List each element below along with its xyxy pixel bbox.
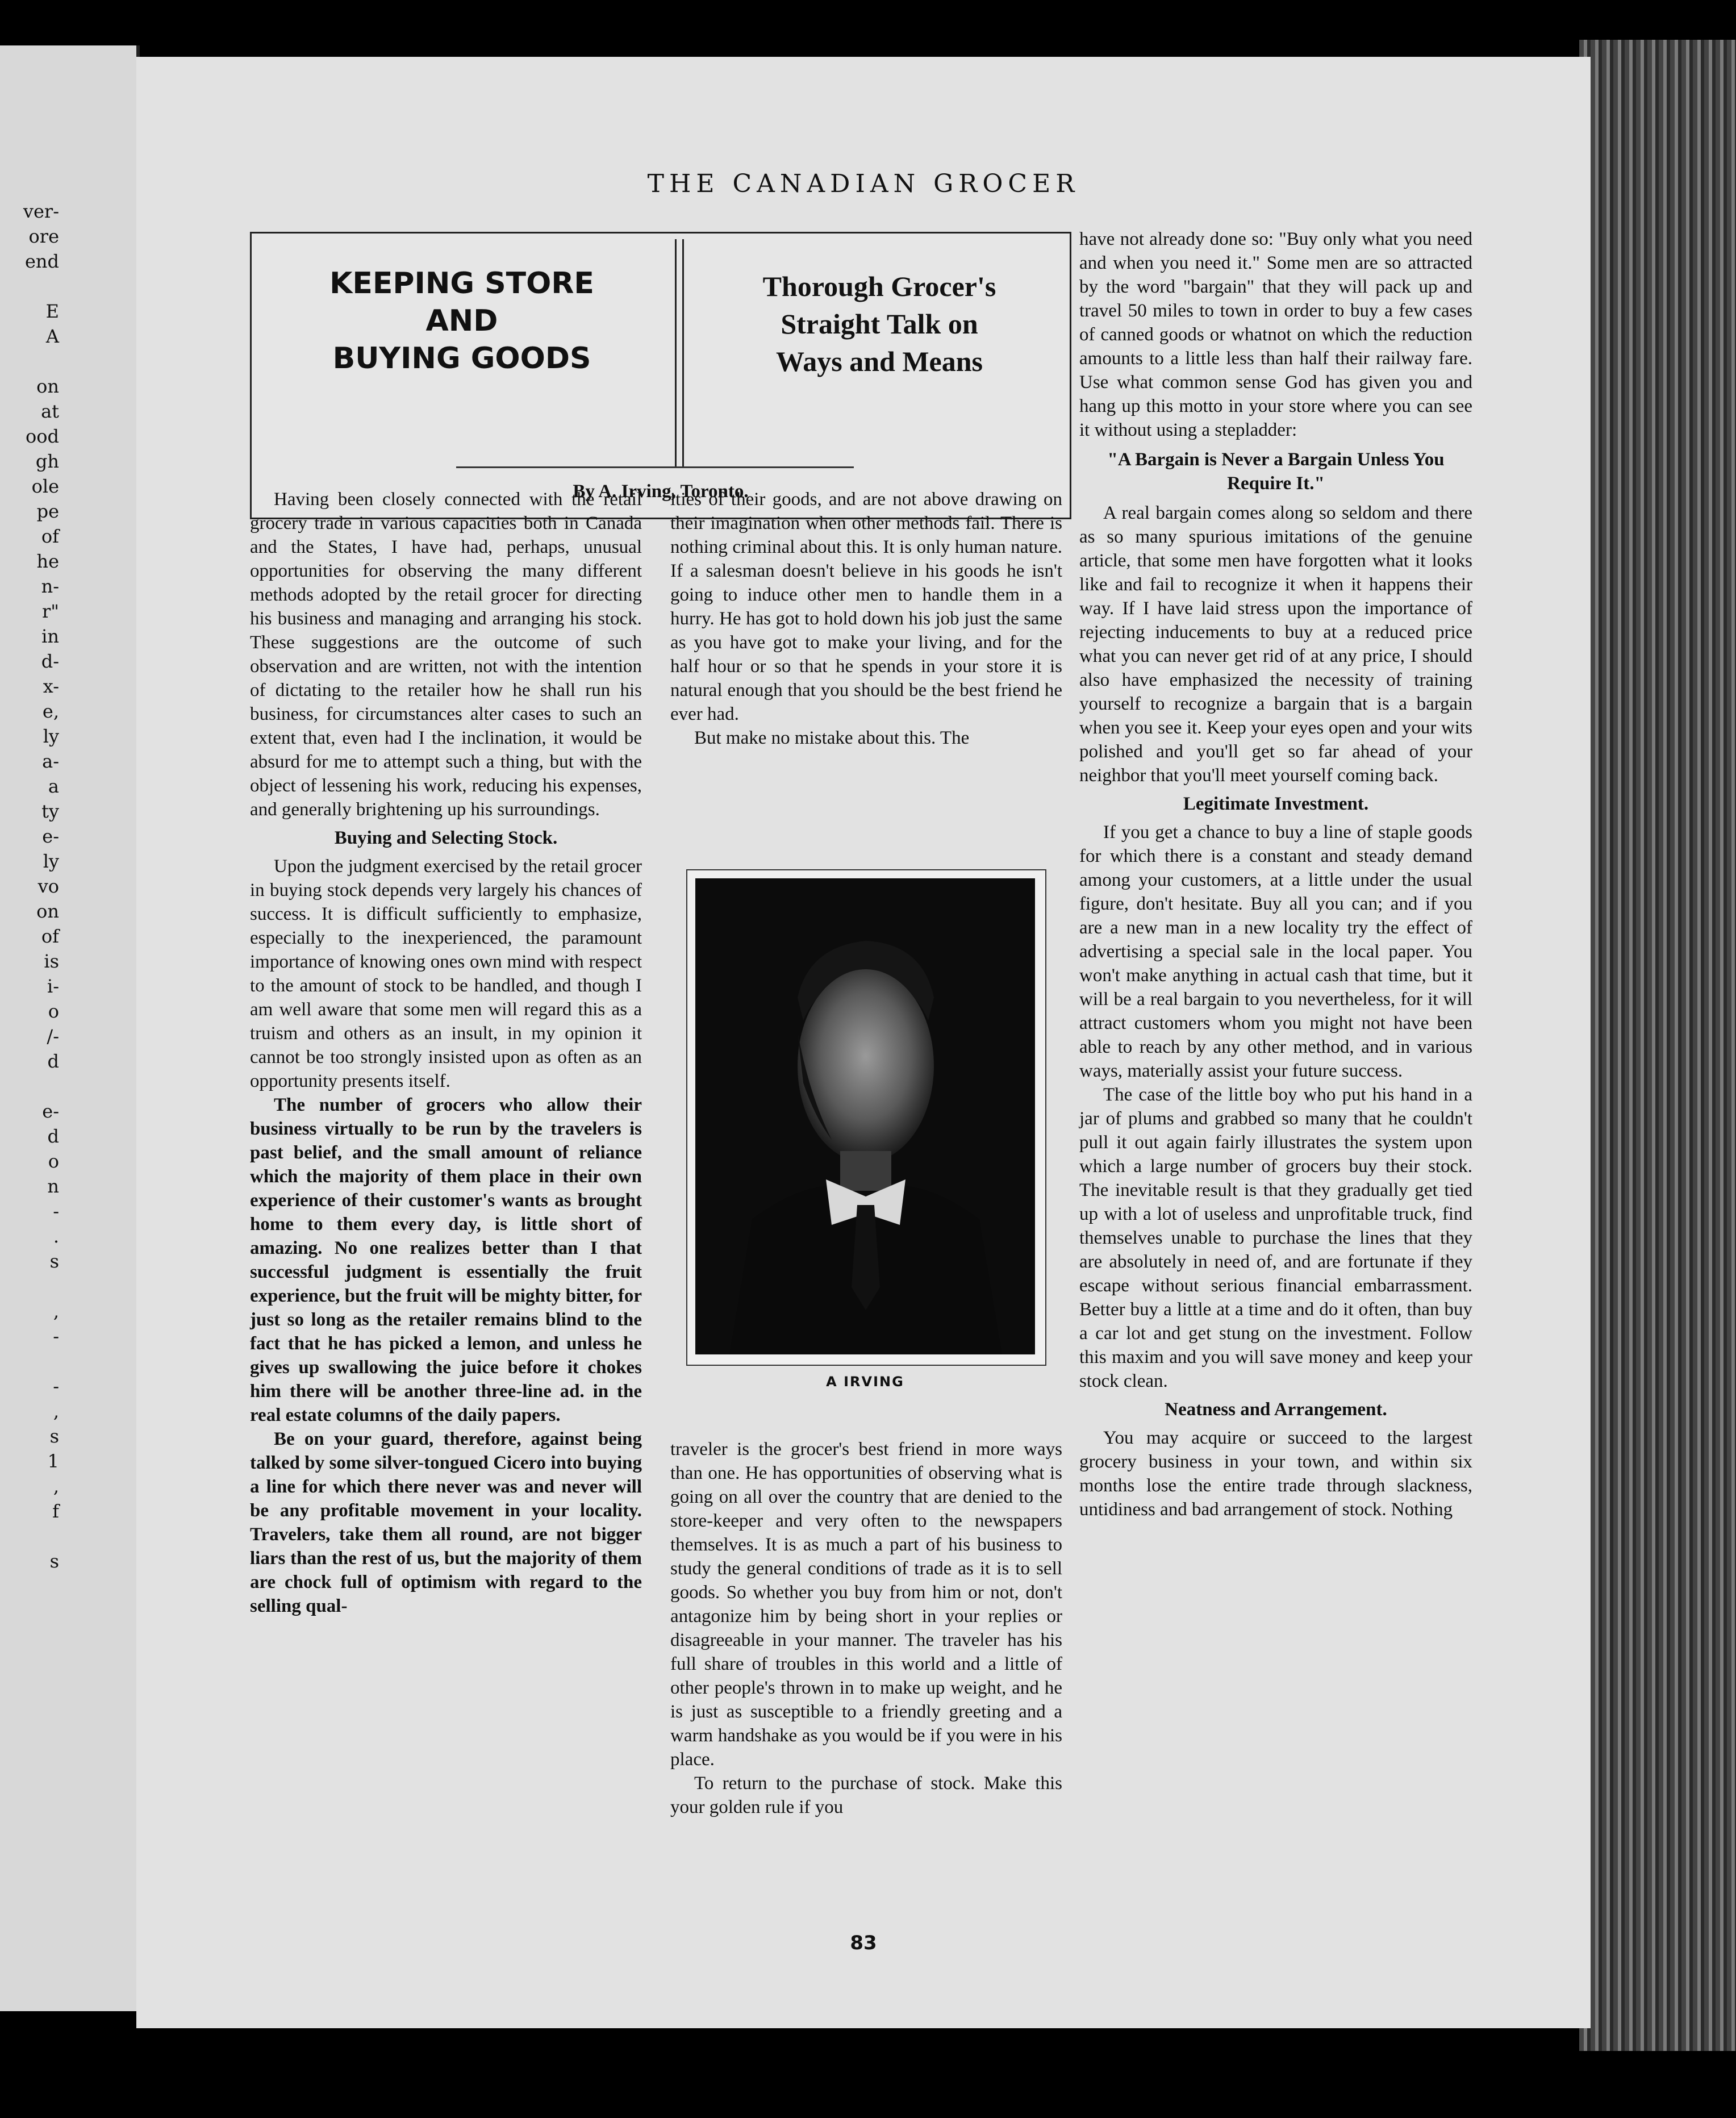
facing-page-fragment: ty: [41, 800, 59, 822]
section-heading: Buying and Selecting Stock.: [334, 828, 558, 848]
facing-page-fragment: s: [49, 1250, 59, 1272]
facing-page-fragment: o: [48, 1150, 59, 1172]
paragraph: A real bargain comes along so seldom and there as so many spurious imitations of the genuine article, that some men have forgotten what it looks like and fail to recognize it when it happens their way. If I have laid stress upon the importance of rejecting inducements to buy at a reduced price what you can never get rid of at any price, I should also have emphasized the necessity of training yourself to recognize a bargain that is a bargain when you see it. Keep your eyes open and your wits polished and you'll get so far ahead of your neighbor that you'll meet yourself coming back.: [1079, 503, 1472, 786]
title-box: [250, 232, 1071, 519]
facing-page-fragment: s: [49, 1550, 59, 1572]
facing-page-fragment: end: [24, 251, 59, 272]
facing-page-fragment: of: [41, 526, 59, 547]
portrait-photo: [686, 869, 1046, 1366]
facing-page-fragment: d: [47, 1050, 59, 1072]
facing-page-fragment: vo: [37, 875, 59, 897]
column-right: [1079, 227, 1472, 1521]
facing-page-fragment: d: [47, 1125, 59, 1147]
paragraph: To return to the purchase of stock. Make this your golden rule if you: [670, 1773, 1062, 1817]
facing-page-fragment: ver-: [23, 201, 59, 222]
paragraph: The number of grocers who allow their business virtually to be run by the travelers is past belief, and the small amount of reliance which the majority of them place in their own experience of their customer's wants as brought home to them every day, is little short of amazing. No one realizes better than I that successful judgment is essentially the fruit experience, but the fruit will be mighty bitter, for just so long as the retailer remains blind to the fact that he has picked a lemon, and unless he gives up swallowing the juice before it chokes him there will be another three-line ad. in the real estate columns of the daily papers.: [250, 1095, 642, 1425]
column-middle-top: [670, 487, 1062, 750]
facing-page-fragment: x-: [43, 676, 59, 697]
paragraph: traveler is the grocer's best friend in more ways than one. He has opportunities of observing what is going on all over the country that are denied to the store-keeper and very often to the newspapers themselves. It is as much a part of his business to study the general conditions of trade as it is to sell goods. So whether you buy from him or not, don't antagonize him by being short in your replies or disagreeable in your manner. The traveler has his full share of troubles in this world and a little of other people's thrown in to make up weight, and he is just as susceptible to a friendly greeting and a warm handshake as you would be if you were in his place.: [670, 1439, 1062, 1770]
facing-page-fragment: pe: [36, 501, 59, 522]
facing-page-fragment: ,: [53, 1400, 59, 1422]
facing-page-fragment: A: [45, 326, 59, 347]
facing-page-fragment: e-: [42, 1100, 59, 1122]
paragraph: Be on your guard, therefore, against being talked by some silver-tongued Cicero into buying a line for which there never was and never will be any profitable movement in your locality. Travelers, take them all round, are not bigger liars than the rest of us, but the majority of them are chock full of optimism with regard to the selling qual-: [250, 1429, 642, 1616]
facing-page-fragment: ly: [43, 726, 59, 747]
facing-page-fragment: -: [53, 1325, 59, 1347]
facing-page-fragment: i-: [47, 975, 59, 997]
facing-page-fragment: ,: [53, 1300, 59, 1322]
facing-page-fragment: [0, 1074, 62, 1099]
facing-page-fragment: e,: [42, 701, 59, 722]
facing-page-fragment: o: [48, 1000, 59, 1022]
facing-page-fragment: n-: [41, 576, 59, 597]
byline: By A. Irving, Toronto.: [573, 481, 749, 502]
paragraph: have not already done so: "Buy only what you need and when you need it." Some men are so attracted by the word "bargain" that they will pack up and travel 50 miles to town in order to buy a few cases of canned goods or whatnot on which the reduction amounts to a little less than half their railway fare. Use what common sense God has given you and hang up this motto in your store where you can see it without using a stepladder:: [1079, 229, 1472, 440]
facing-page-fragment: ly: [43, 850, 59, 872]
facing-page-fragment: [0, 1274, 62, 1299]
subhead-line: Ways and Means: [776, 345, 983, 377]
facing-page-fragment: 1: [47, 1450, 59, 1472]
paragraph: You may acquire or succeed to the largest grocery business in your town, and within six months lose the entire trade through slackness, untidiness and bad arrangement of stock. Nothing: [1079, 1428, 1472, 1520]
facing-page-fragment: d-: [41, 651, 59, 672]
section-heading: Neatness and Arrangement.: [1165, 1399, 1387, 1420]
facing-page-fragment: he: [36, 551, 59, 572]
headline-line: BUYING GOODS: [332, 341, 591, 376]
facing-page-fragment: .: [53, 1225, 59, 1247]
facing-page-fragment: r": [41, 601, 59, 622]
facing-page-text-fragments: [0, 199, 62, 1574]
paragraph: If you get a chance to buy a line of staple goods for which there is a constant and steady demand among your customers, at a little under the usual figure, don't hesitate. Buy all you can; and if you are a new man in a new locality try the effect of advertising a special sale in the local paper. You won't make anything in actual cash that time, but it will be a real bargain to you nevertheless, for it will attract customers whom you might not have been able to reach by any other method, and in various ways, materially assist your future success.: [1079, 822, 1472, 1081]
facing-page-fragment: ,: [53, 1475, 59, 1497]
photo-caption: A IRVING: [826, 1374, 904, 1390]
facing-page-fragment: on: [36, 376, 59, 397]
facing-page-fragment: ore: [28, 226, 59, 247]
sub-headline: [689, 268, 1070, 380]
facing-page-fragment: ood: [25, 426, 59, 447]
facing-page-fragment: gh: [35, 451, 59, 472]
facing-page-fragment: -: [53, 1375, 59, 1397]
subhead-line: Thorough Grocer's: [762, 270, 996, 302]
portrait-image: [695, 878, 1035, 1354]
facing-page-fragment: [0, 349, 62, 374]
column-left: [250, 487, 642, 1618]
magazine-page: [136, 57, 1591, 2028]
headline-divider: [675, 239, 684, 466]
headline-line: AND: [425, 304, 498, 338]
section-heading: Legitimate Investment.: [1183, 794, 1369, 814]
page-number: 83: [850, 1932, 877, 1954]
facing-page-fragment: a: [48, 776, 59, 797]
column-middle-bottom: [670, 1437, 1062, 1819]
facing-page-fragment: a-: [42, 751, 59, 772]
paragraph: Upon the judgment exercised by the retail grocer in buying stock depends very largely his chances of success. It is difficult sufficiently to emphasize, especially to the inexperienced, the paramount importance of knowing ones own mind with respect to the amount of stock to be handled, and though I am well aware that some men will regard this as a truism and others as an insult, in my opinion it cannot be too strongly insisted upon as often as an opportunity presents itself.: [250, 856, 642, 1091]
facing-page-fragment: [0, 1524, 62, 1549]
paragraph: Having been closely connected with the retail grocery trade in various capacities both in Canada and the States, I have had, perhaps, unusual opportunities for observing the many different methods adopted by the retail grocer for directing his business and managing and arranging his stock. These suggestions are the outcome of such observation and are written, not with the intention of dictating to the retailer how he shall run his business, for circumstances alter cases to such an extent that, even had I the inclination, it would be absurd for me to attempt such a thing, but with the object of lessening his work, reducing his expenses, and generally brightening up his surroundings.: [250, 489, 642, 820]
facing-page-fragment: E: [45, 301, 59, 322]
motto: "A Bargain is Never a Bargain Unless You Require It.": [1107, 449, 1445, 494]
facing-page-fragment: s: [49, 1425, 59, 1447]
paragraph: But make no mistake about this. The: [694, 728, 970, 748]
book-page-edges: [1579, 40, 1736, 2051]
facing-page-fragment: in: [41, 626, 59, 647]
facing-page-edge: [0, 45, 140, 2011]
byline-rule: [456, 466, 854, 468]
facing-page-fragment: f: [52, 1500, 59, 1522]
facing-page-fragment: is: [44, 950, 59, 972]
paragraph: ities of their goods, and are not above drawing on their imagination when other methods fail. There is nothing criminal about this. It is only human nature. If a salesman doesn't believe in his goods he isn't going to induce other men to handle them in a hurry. He has got to hold down his job just the same as you have got to make your living, and for the half hour or so that he spends in your store it is natural enough that you should be the best friend he ever had.: [670, 489, 1062, 724]
facing-page-fragment: [0, 274, 62, 299]
facing-page-fragment: [0, 1349, 62, 1374]
facing-page-fragment: e-: [42, 825, 59, 847]
facing-page-fragment: -: [53, 1200, 59, 1222]
facing-page-fragment: on: [36, 900, 59, 922]
facing-page-fragment: /-: [47, 1025, 59, 1047]
facing-page-fragment: at: [41, 401, 59, 422]
facing-page-fragment: ole: [31, 476, 59, 497]
paragraph: The case of the little boy who put his hand in a jar of plums and grabbed so many that he couldn't pull it out again fairly illustrates the system upon which a large number of grocers buy their stock. The inevitable result is that they gradually get tied up with a lot of useless and unprofitable truck, find themselves unable to purchase the lines that they are absolutely in need of, and are fortunate if they escape without serious financial embarrassment. Better buy a little at a time and do it often, than buy a car lot and get stung on the investment. Follow this maxim and you will save money and keep your stock clean.: [1079, 1085, 1472, 1391]
running-header: THE CANADIAN GROCER: [647, 169, 1080, 198]
main-headline: [252, 265, 672, 377]
facing-page-fragment: n: [47, 1175, 59, 1197]
facing-page-fragment: of: [41, 925, 59, 947]
subhead-line: Straight Talk on: [781, 308, 978, 340]
headline-line: KEEPING STORE: [329, 266, 594, 301]
